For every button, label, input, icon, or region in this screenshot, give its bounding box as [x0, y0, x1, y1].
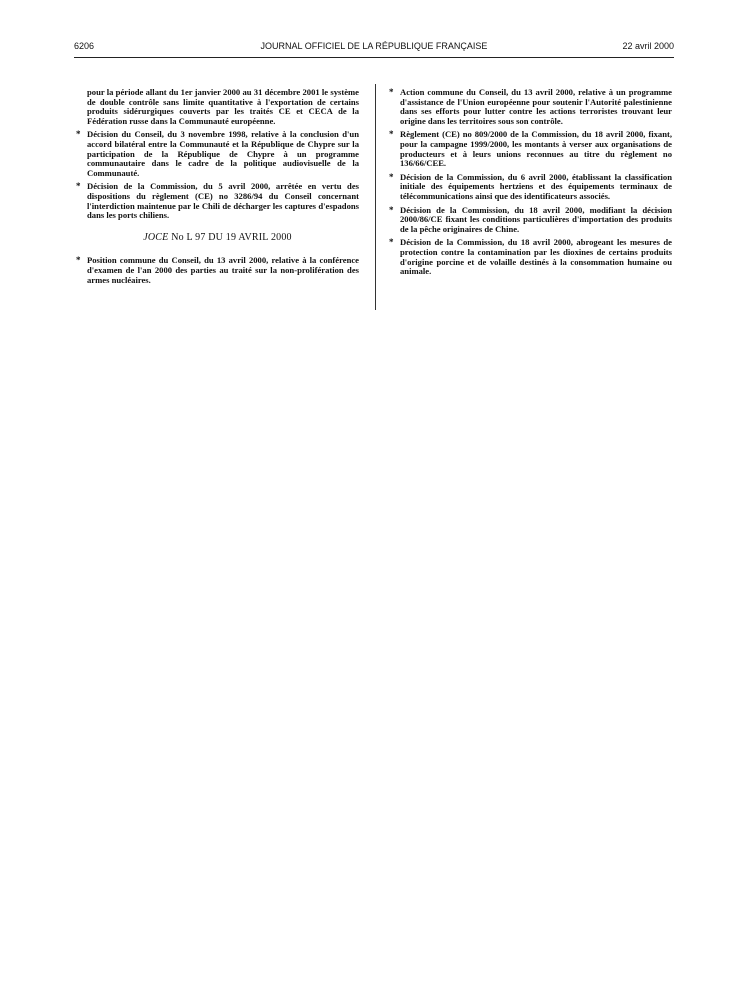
- bullet-icon: *: [389, 87, 394, 97]
- entry-text: Action commune du Conseil, du 13 avril 2000, relative à un programme d'assistance de l'Union européenne pour soutenir l'Autorité palestinienne dans ses efforts pour lutter contre les actions terroristes trouvant leur origine dans les territoires sous son contrôle.: [400, 87, 672, 126]
- header-rule: [74, 57, 674, 58]
- list-item: [389, 130, 672, 168]
- bullet-icon: *: [76, 181, 81, 192]
- bullet-icon: *: [76, 129, 81, 140]
- entry-text: Décision de la Commission, du 6 avril 2000, établissant la classification initiale des équipements hertziens et des équipements terminaux de télécommunications ainsi que des identificateurs associés.: [400, 171, 672, 201]
- bullet-icon: *: [389, 129, 394, 140]
- list-item: [389, 238, 672, 276]
- entry-text: pour la période allant du 1er janvier 2000 au 31 décembre 2001 le système de double contrôle sans limite quantitative à l'exportation de certains produits sidérurgiques couverts par les traités CE et CECA de la Fédération russe dans la Communauté européenne.: [87, 87, 359, 126]
- bullet-icon: *: [389, 237, 394, 248]
- bullet-icon: *: [389, 204, 394, 215]
- journal-title: JOURNAL OFFICIEL DE LA RÉPUBLIQUE FRANÇAISE: [260, 41, 488, 51]
- left-column: [76, 88, 359, 289]
- joce-heading: [76, 233, 359, 243]
- page-header: [74, 41, 674, 55]
- page-number: 6206: [74, 41, 95, 51]
- list-item: [389, 88, 672, 126]
- joce-heading-prefix: JOCE: [143, 231, 169, 243]
- entry-text: Règlement (CE) no 809/2000 de la Commission, du 18 avril 2000, fixant, pour la campagne 1999/2000, les montants à verser aux organisations de producteurs et à leurs unions reconnues au titre du règlement no 136/66/CEE.: [400, 129, 672, 169]
- list-item: [76, 256, 359, 285]
- list-item: [76, 182, 359, 220]
- joce-heading-rest: No L 97 DU 19 AVRIL 2000: [171, 231, 292, 243]
- right-column: [389, 88, 672, 281]
- entry-text: Décision de la Commission, du 18 avril 2000, abrogeant les mesures de protection contre la contamination par les dioxines de certains produits d'origine porcine et de volaille destinés à la consommation humaine ou animale.: [400, 237, 672, 277]
- list-item: [389, 173, 672, 202]
- issue-date: 22 avril 2000: [622, 41, 674, 51]
- entry-text: Décision du Conseil, du 3 novembre 1998, relative à la conclusion d'un accord bilatéral entre la Communauté et la République de Chypre sur la participation de la République de Chypre à un programme communautaire dans le cadre de la politique audiovisuelle de la Communauté.: [87, 129, 359, 178]
- bullet-icon: *: [389, 171, 394, 182]
- list-item: [76, 130, 359, 178]
- list-item: [389, 206, 672, 235]
- entry-text: Décision de la Commission, du 18 avril 2000, modifiant la décision 2000/86/CE fixant les conditions particulières d'importation des produits de la pêche originaires de Chine.: [400, 204, 672, 234]
- bullet-icon: *: [76, 255, 81, 266]
- entry-text: Décision de la Commission, du 5 avril 2000, arrêtée en vertu des dispositions du règlement (CE) no 3286/94 du Conseil concernant l'interdiction maintenue par le Chili de décharger les captures d'espadons dans les ports chiliens.: [87, 181, 359, 221]
- list-item-continuation: [76, 88, 359, 126]
- column-divider: [375, 84, 376, 310]
- entry-text: Position commune du Conseil, du 13 avril 2000, relative à la conférence d'examen de l'an 2000 des parties au traité sur la non-prolifération des armes nucléaires.: [87, 255, 359, 285]
